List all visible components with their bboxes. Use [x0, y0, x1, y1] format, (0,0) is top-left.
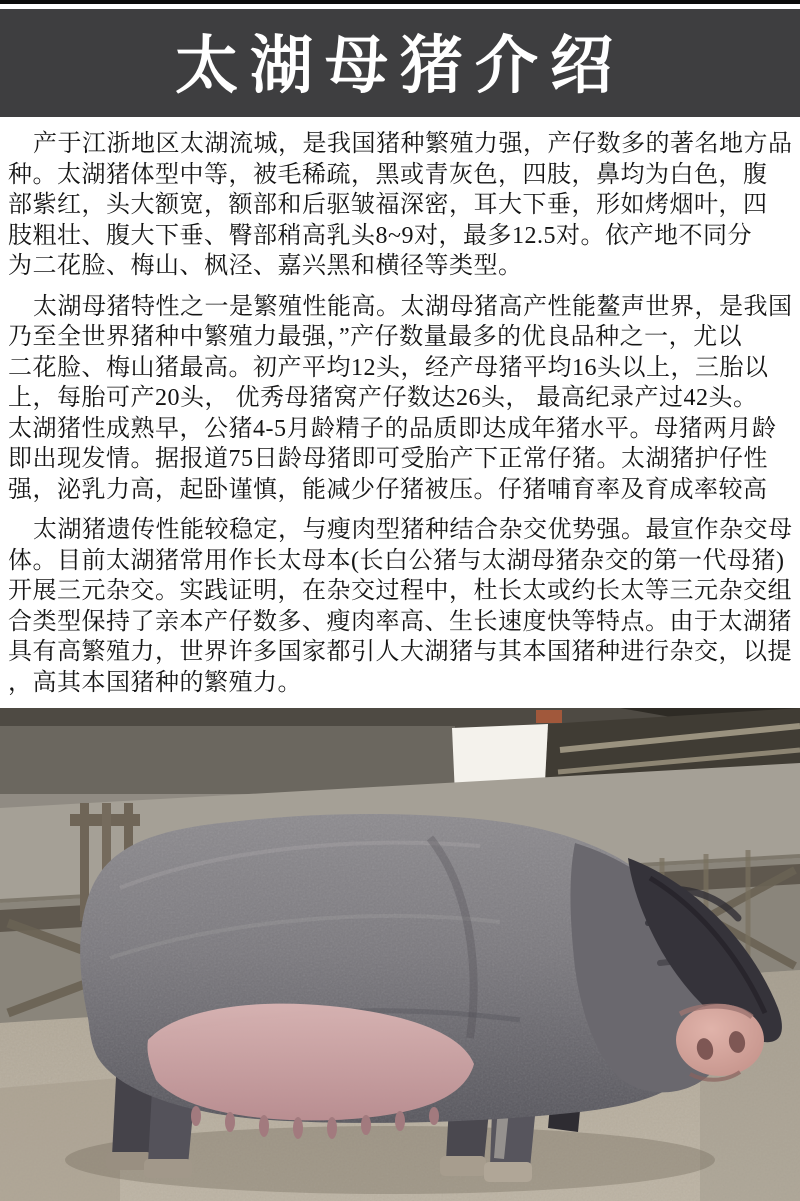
text-line: 部紫红，头大额宽，额部和后驱皱福深密，耳大下垂，形如烤烟叶，四 [8, 192, 768, 218]
hoof [484, 1162, 532, 1182]
text-line: ，高其本国猪种的繁殖力。 [8, 669, 302, 696]
top-black-strip [0, 0, 800, 4]
hoof [144, 1159, 192, 1178]
title-banner [0, 9, 800, 117]
text-line: 上，每胎可产20头， 优秀母猪窝产仔数达26头， 最高纪录产过42头。 [8, 385, 758, 411]
pig-photo-illustration [0, 708, 800, 1201]
article-body [0, 117, 800, 698]
hoof [440, 1156, 486, 1176]
text-line: 种。太湖猪体型中等，被毛稀疏，黑或青灰色，四肢，鼻均为白色，腹 [8, 161, 768, 188]
text-line: 太湖母猪特性之一是繁殖性能高。太湖母猪高产性能鳌声世界，是我国 [33, 293, 792, 320]
upper-wall-left [0, 726, 455, 794]
text-line: 强，泌乳力高，起卧谨慎，能减少仔猪被压。仔猪哺育率及育成率较高 [8, 476, 768, 503]
text-line: 体。目前太湖猪常用作长太母本(长白公猪与太湖母猪杂交的第一代母猪) [8, 547, 785, 574]
text-line: 具有高繁殖力，世界许多国家都引人大湖猪与其本国猪种进行杂交，以提 [8, 639, 792, 665]
red-box [536, 710, 562, 723]
text-line: 开展三元杂交。实践证明，在杂交过程中，杜长太或约长太等三元杂交组 [8, 578, 792, 604]
text-line: 为二花脸、梅山、枫泾、嘉兴黑和横径等类型。 [8, 253, 523, 279]
text-line: 太湖猪遗传性能较稳定，与瘦肉型猪种结合杂交优势强。最宣作杂交母 [33, 517, 792, 543]
paragraph-3 [8, 515, 792, 698]
text-line: 二花脸、梅山猪最高。初产平均12头，经产母猪平均16头以上，三胎以 [8, 354, 769, 381]
text-line: 产于江浙地区太湖流城，是我国猪种繁殖力强，产仔数多的著名地方品 [33, 131, 792, 157]
paragraph-2 [8, 292, 792, 506]
floor-shade-left [0, 1078, 120, 1201]
taihu-sow-photo [0, 708, 800, 1201]
text-line: 肢粗壮、腹大下垂、臀部稍高乳头8~9对，最多12.5对。依产地不同分 [8, 222, 752, 249]
text-line: 乃至全世界猪种中繁殖力最强，”产仔数量最多的优良品种之一，尤以 [8, 324, 743, 350]
page-title: 太湖母猪介绍 [175, 28, 625, 102]
text-line: 即出现发情。据报道75日龄母猪即可受胎产下正常仔猪。太湖猪护仔性 [8, 446, 768, 472]
text-line: 太湖猪性成熟早，公猪4-5月龄精子的品质即达成年猪水平。母猪两月龄 [8, 415, 777, 442]
paragraph-1 [8, 129, 792, 282]
text-line: 合类型保持了亲本产仔数多、瘦肉率高、生长速度快等特点。由于太湖猪 [8, 608, 792, 635]
